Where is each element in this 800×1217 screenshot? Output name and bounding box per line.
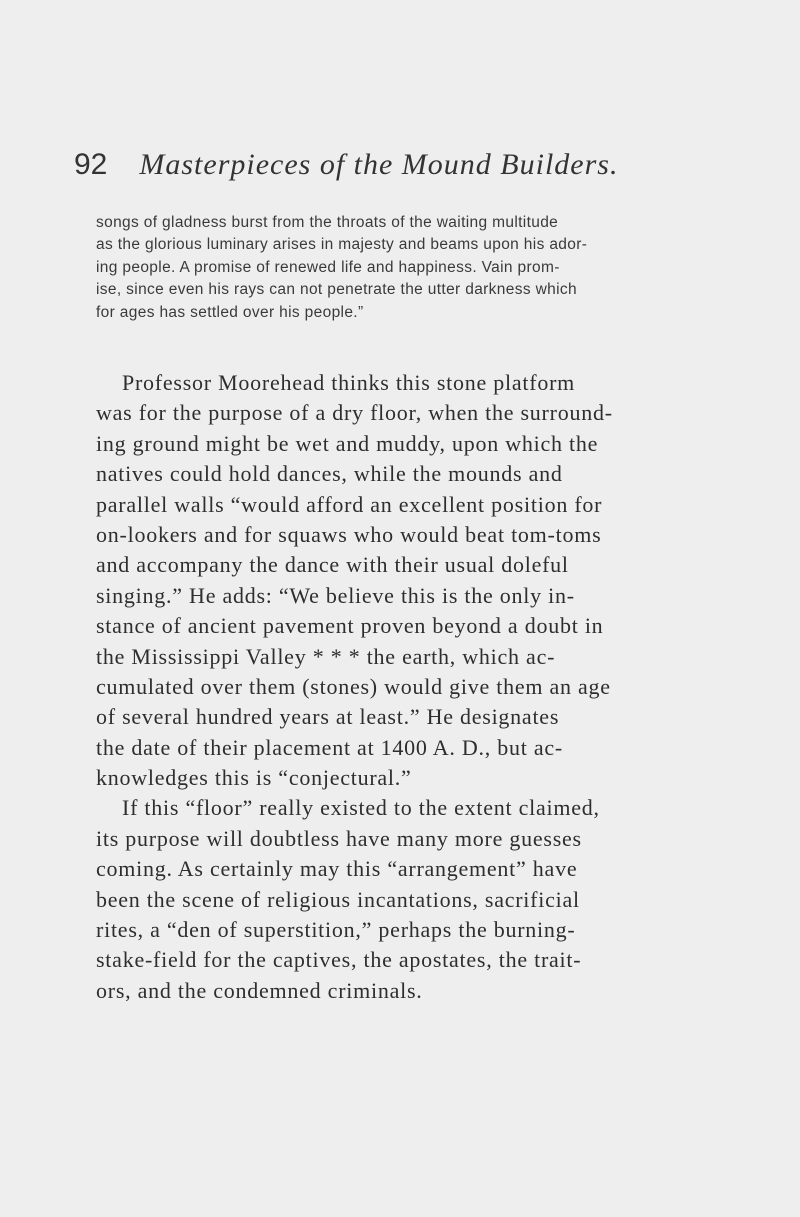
paragraph-1-line: ing ground might be wet and muddy, upon which the xyxy=(96,430,599,456)
body-text xyxy=(96,368,736,1006)
paragraph-1-line: was for the purpose of a dry floor, when the surround- xyxy=(96,400,613,426)
paragraph-2-line: its purpose will doubtless have many more guesses xyxy=(96,825,582,851)
paragraph-2-line: ors, and the condemned criminals. xyxy=(96,977,423,1003)
page-number: 92 xyxy=(74,148,108,181)
quote-line: ise, since even his rays can not penetrate the utter darkness which xyxy=(96,281,577,299)
paragraph-1-line: cumulated over them (stones) would give them an age xyxy=(96,673,611,699)
quote-line: songs of gladness burst from the throats of the waiting multitude xyxy=(96,214,559,231)
paragraph-1-line: the Mississippi Valley * * * the earth, which ac- xyxy=(96,643,556,669)
paragraph-2-line: rites, a “den of superstition,” perhaps the burning- xyxy=(96,917,576,943)
paragraph-2-line: been the scene of religious incantations, sacrificial xyxy=(96,886,580,912)
running-head xyxy=(74,148,734,188)
quote-line: ing people. A promise of renewed life and happiness. Vain prom- xyxy=(96,258,560,276)
paragraph-2-line: stake-field for the captives, the apostates, the trait- xyxy=(96,947,582,973)
paragraph-1-line: natives could hold dances, while the mounds and xyxy=(96,461,563,487)
quotation-block xyxy=(96,212,726,324)
paragraph-1-line: stance of ancient pavement proven beyond a doubt in xyxy=(96,613,604,639)
quote-line: for ages has settled over his people.” xyxy=(96,303,364,321)
paragraph-1-line: Professor Moorehead thinks this stone platform xyxy=(122,370,576,395)
paragraph-1-line: knowledges this is “conjectural.” xyxy=(96,765,412,791)
paragraph-1-line: and accompany the dance with their usual doleful xyxy=(96,552,569,578)
paragraph-1-line: the date of their placement at 1400 A. D., but ac- xyxy=(96,734,563,760)
paragraph-1-line: of several hundred years at least.” He designates xyxy=(96,704,560,730)
paragraph-2-line: coming. As certainly may this “arrangement” have xyxy=(96,856,578,882)
paragraph-1-line: parallel walls “would afford an excellent position for xyxy=(96,491,603,517)
quote-line: as the glorious luminary arises in majesty and beams upon his ador- xyxy=(96,236,588,254)
running-title: Masterpieces of the Mound Builders. xyxy=(139,148,619,181)
paragraph-1-line: on-lookers and for squaws who would beat tom-toms xyxy=(96,521,602,547)
paragraph-2-line: If this “floor” really existed to the extent claimed, xyxy=(122,795,600,821)
paragraph-1-line: singing.” He adds: “We believe this is the only in- xyxy=(96,582,575,608)
